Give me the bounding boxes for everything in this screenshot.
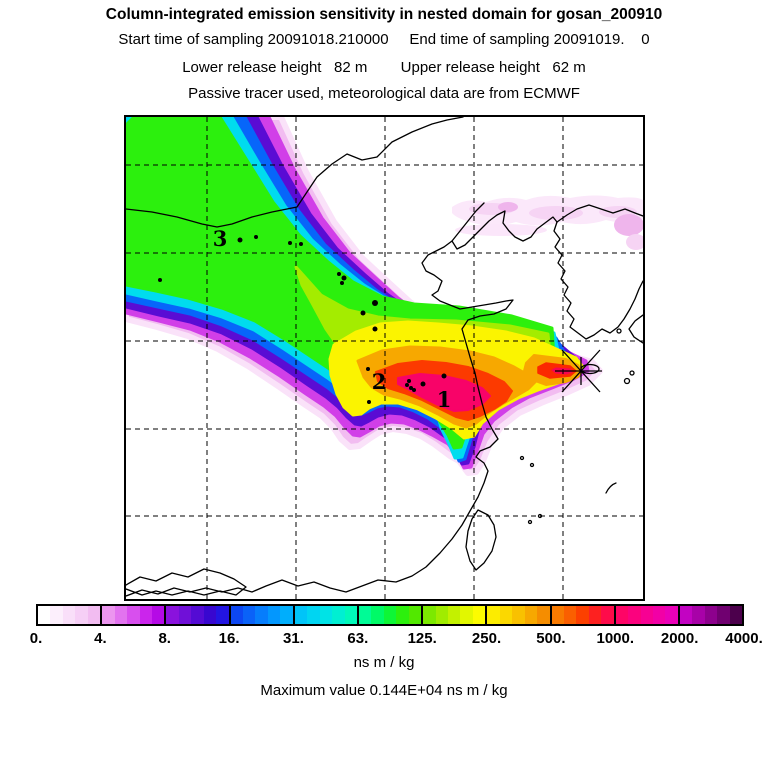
colorbar-segment (616, 606, 680, 624)
kyushu-coast (629, 315, 643, 343)
release-height-line: Lower release height 82 m Upper release height 62 m (182, 59, 586, 76)
colorbar-segment (38, 606, 102, 624)
city-dot (337, 272, 341, 276)
source-region-label-2: 2 (371, 369, 387, 394)
colorbar-segment (423, 606, 487, 624)
colorbar-tick-labels (0, 630, 768, 648)
colorbar-tick: 4. (94, 630, 107, 647)
colorbar-tick: 0. (29, 630, 43, 647)
city-dot (254, 235, 258, 239)
colorbar-segment (102, 606, 166, 624)
city-dot (407, 379, 411, 383)
plot-title: Column-integrated emission sensitivity in nested domain for gosan_200910 (105, 6, 663, 23)
source-region-label-1: 1 (436, 387, 452, 412)
colorbar-segment (295, 606, 359, 624)
colorbar-tick: 250. (471, 630, 502, 647)
colorbar-tick: 1000. (596, 630, 635, 647)
city-dot (412, 388, 416, 392)
ryukyu-island-1 (606, 483, 616, 493)
colorbar-segment (487, 606, 551, 624)
city-dot (442, 374, 447, 379)
tracer-meteo-line: Passive tracer used, meteorological data are from ECMWF (188, 85, 580, 102)
city-dot (361, 311, 366, 316)
city-dot (158, 278, 162, 282)
sampling-time-line: Start time of sampling 20091018.210000 End time of sampling 20091019. 0 (118, 31, 650, 48)
maximum-value-line: Maximum value 0.144E+04 ns m / kg (260, 682, 508, 699)
taiwan-island (466, 510, 496, 570)
colorbar-units: ns m / kg (353, 654, 415, 671)
colorbar-tick: 8. (158, 630, 171, 647)
city-dot (421, 382, 426, 387)
colorbar (36, 604, 744, 626)
plume-contours (126, 117, 600, 473)
colorbar-tick: 16. (218, 630, 240, 647)
small-island-4 (521, 457, 524, 460)
city-dot (373, 327, 378, 332)
city-dot (340, 281, 344, 285)
city-dot (366, 367, 370, 371)
city-dot (372, 300, 378, 306)
small-island-5 (531, 464, 534, 467)
small-island-3 (617, 329, 621, 333)
city-dot (299, 242, 303, 246)
colorbar-tick: 500. (536, 630, 566, 647)
faint-sensitivity-wisps (452, 196, 643, 251)
small-island-6 (529, 521, 532, 524)
city-dot (288, 241, 292, 245)
map-canvas (126, 117, 643, 599)
colorbar-tick: 31. (283, 630, 304, 647)
city-dot (342, 276, 347, 281)
city-dot (367, 400, 371, 404)
colorbar-segment (680, 606, 742, 624)
colorbar-tick: 63. (347, 630, 369, 647)
small-island-1 (625, 379, 630, 384)
colorbar-segment (166, 606, 230, 624)
city-dot (405, 383, 409, 387)
source-region-label-3: 3 (212, 226, 228, 251)
colorbar-tick: 2000. (660, 630, 699, 647)
map-panel (124, 115, 645, 601)
colorbar-tick: 4000. (725, 630, 763, 647)
colorbar-tick: 125. (407, 630, 437, 647)
city-dot (238, 238, 243, 243)
colorbar-segment (231, 606, 295, 624)
colorbar-segment (359, 606, 423, 624)
small-island-2 (630, 371, 634, 375)
colorbar-segment (552, 606, 616, 624)
